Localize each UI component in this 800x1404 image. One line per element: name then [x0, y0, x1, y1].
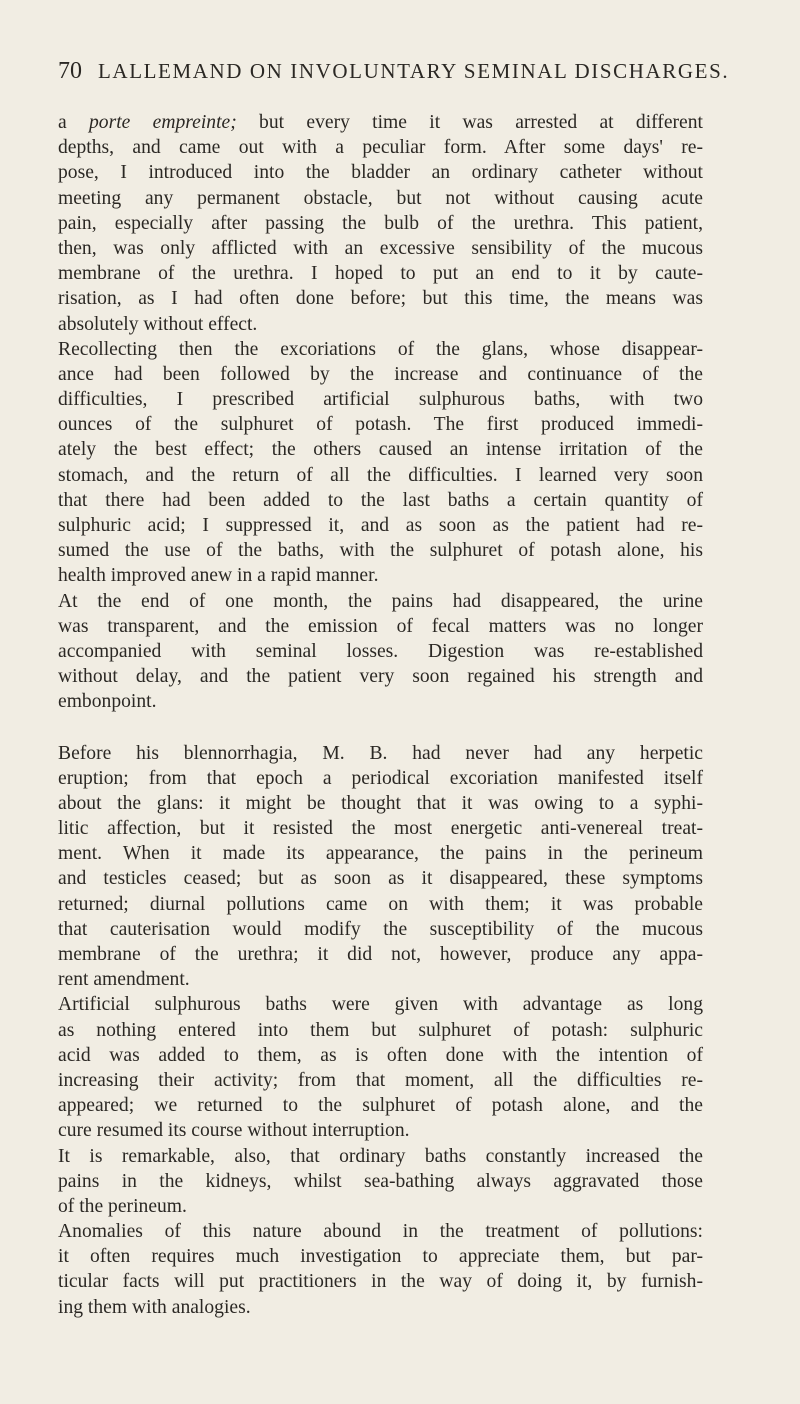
text-line: appeared; we returned to the sulphuret of potash alone, and the — [58, 1095, 703, 1117]
text-line: increasing their activity; from that moment, all the difficulties re- — [58, 1069, 703, 1091]
text-line: membrane of the urethra; it did not, however, produce any appa- — [58, 944, 703, 965]
text-line: It is remarkable, also, that ordinary baths constantly increased the — [58, 1145, 703, 1167]
text-line: acid was added to them, as is often done with the intention of — [58, 1044, 703, 1066]
text-line: that cauterisation would modify the susceptibility of the mucous — [58, 918, 703, 940]
text-line: ately the best effect; the others caused an intense irritation of the — [58, 439, 703, 461]
text-line: it often requires much investigation to appreciate them, but par- — [58, 1246, 703, 1268]
text-line: and testicles ceased; but as soon as it disappeared, these symptoms — [58, 868, 703, 890]
text-line: sulphuric acid; I suppressed it, and as soon as the patient had re- — [58, 515, 703, 536]
text-line: then, was only afflicted with an excessive sensibility of the mucous — [58, 237, 703, 259]
text-line: eruption; from that epoch a periodical excoriation manifested itself — [58, 767, 703, 789]
paragraph — [58, 741, 703, 993]
text-line: embonpoint. — [58, 691, 157, 713]
text-line: Artificial sulphurous baths were given with advantage as long — [58, 994, 703, 1016]
text-line: cure resumed its course without interruption. — [58, 1120, 410, 1142]
text-line: ment. When it made its appearance, the pains in the perineum — [58, 843, 703, 865]
text-line: litic affection, but it resisted the most energetic anti-venereal treat- — [58, 818, 703, 840]
text-line: pains in the kidneys, whilst sea-bathing always aggravated those — [58, 1170, 703, 1192]
text-line: difficulties, I prescribed artificial sulphurous baths, with two — [58, 389, 703, 411]
page-body-text — [58, 110, 703, 1320]
text-line: absolutely without effect. — [58, 313, 258, 335]
paragraph — [58, 992, 703, 1143]
text-line: ing them with analogies. — [58, 1296, 251, 1318]
text-line: depths, and came out with a peculiar form. After some days' re- — [58, 137, 703, 159]
text-line: that there had been added to the last baths a certain quantity of — [58, 489, 703, 511]
paragraph — [58, 1219, 703, 1320]
text-line: about the glans: it might be thought that it was owing to a syphi- — [58, 792, 703, 814]
text-line-prefix: a — [58, 112, 89, 133]
paragraph-gap — [58, 715, 703, 741]
text-line: pain, especially after passing the bulb of the urethra. This patient, — [58, 212, 703, 234]
page-number: 70 — [58, 58, 82, 84]
text-line: stomach, and the return of all the difficulties. I learned very soon — [58, 464, 703, 486]
text-line: At the end of one month, the pains had disappeared, the urine — [58, 590, 703, 612]
text-line: Anomalies of this nature abound in the treatment of pollutions: — [58, 1221, 703, 1243]
text-line: pose, I introduced into the bladder an ordinary catheter without — [58, 162, 703, 184]
text-line — [58, 110, 703, 135]
text-line: of the perineum. — [58, 1195, 187, 1217]
text-line: accompanied with seminal losses. Digestion was re-established — [58, 640, 703, 662]
text-line: ticular facts will put practitioners in the way of doing it, by furnish- — [58, 1271, 703, 1293]
text-line: ounces of the sulphuret of potash. The first produced immedi- — [58, 414, 703, 436]
text-line: health improved anew in a rapid manner. — [58, 565, 379, 587]
text-line: rent amendment. — [58, 969, 190, 991]
text-line: meeting any permanent obstacle, but not without causing acute — [58, 187, 703, 209]
text-line: Recollecting then the excoriations of the glans, whose disappear- — [58, 338, 703, 360]
text-line: returned; diurnal pollutions came on with them; it was probable — [58, 893, 703, 915]
text-line: Before his blennorrhagia, M. B. had never had any herpetic — [58, 742, 703, 764]
paragraph — [58, 589, 703, 715]
text-line: membrane of the urethra. I hoped to put an end to it by caute- — [58, 263, 703, 285]
text-line: ance had been followed by the increase and continuance of the — [58, 363, 703, 385]
text-line: without delay, and the patient very soon regained his strength and — [58, 666, 703, 688]
paragraph — [58, 337, 703, 589]
italic-phrase: porte empreinte; — [88, 112, 237, 133]
text-line-rest: but every time it was arrested at different — [236, 112, 703, 133]
running-title: LALLEMAND ON INVOLUNTARY SEMINAL DISCHARGES. — [98, 59, 730, 83]
text-line: risation, as I had often done before; but this time, the means was — [58, 288, 703, 310]
text-line: sumed the use of the baths, with the sulphuret of potash alone, his — [58, 540, 703, 562]
running-header — [58, 58, 730, 85]
text-line: as nothing entered into them but sulphuret of potash: sulphuric — [58, 1019, 703, 1041]
paragraph — [58, 1144, 703, 1220]
text-line: was transparent, and the emission of fecal matters was no longer — [58, 615, 703, 637]
paragraph — [58, 110, 703, 337]
